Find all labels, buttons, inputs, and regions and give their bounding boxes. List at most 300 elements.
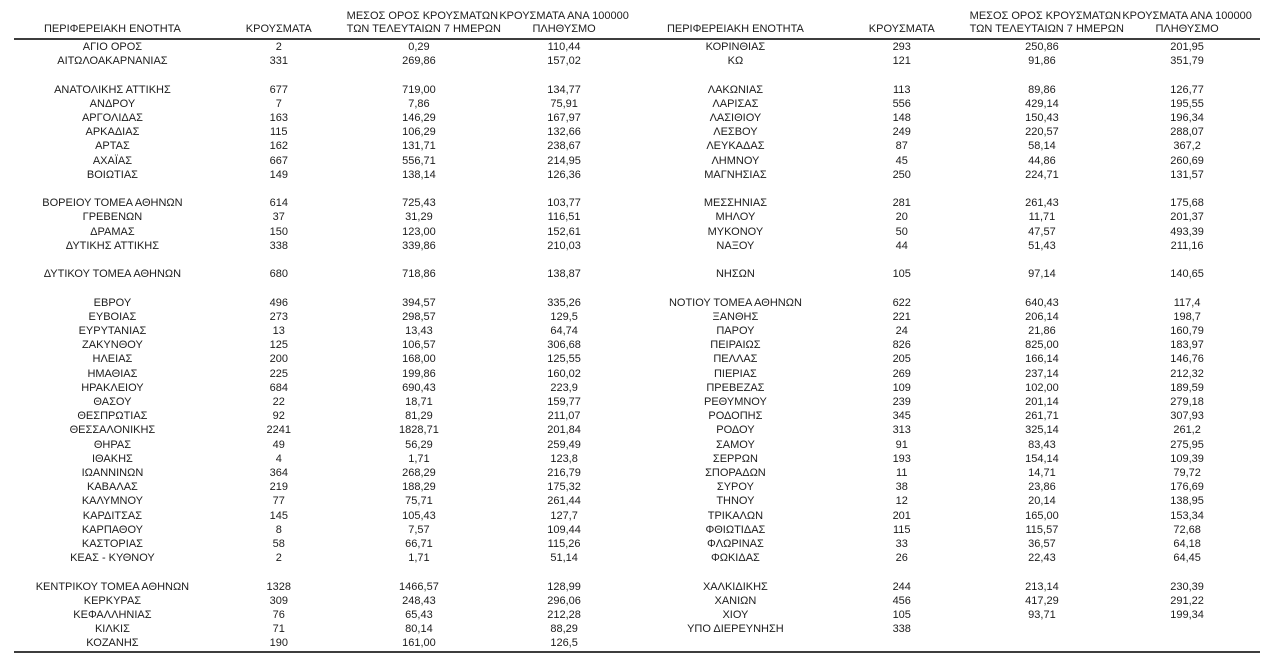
region-cell: ΜΑΓΝΗΣΙΑΣ [704, 168, 767, 181]
per100k-cell: 126,77 [1170, 83, 1204, 96]
col-header-region-right [637, 10, 834, 39]
avg7-cell: 11,71 [1028, 211, 1056, 224]
table-row [14, 608, 1260, 622]
per100k-cell: 196,34 [1170, 112, 1204, 124]
region-cell: ΠΡΕΒΕΖΑΣ [706, 381, 765, 394]
per100k-cell: 153,34 [1170, 509, 1204, 522]
region-cell: ΒΟΙΩΤΙΑΣ [86, 168, 138, 181]
table-row [14, 39, 1260, 54]
avg7-cell: 66,71 [405, 538, 433, 551]
cases-cell: 12 [895, 495, 908, 508]
region-cell: ΧΑΛΚΙΔΙΚΗΣ [702, 580, 768, 593]
avg7-cell: 23,86 [1028, 481, 1056, 494]
per100k-cell: 131,57 [1170, 168, 1204, 181]
per100k-cell: 88,29 [550, 623, 578, 636]
avg7-cell: 165,00 [1025, 509, 1059, 522]
cases-cell: 614 [269, 197, 288, 210]
region-cell: ΕΥΒΟΙΑΣ [88, 310, 137, 323]
avg7-cell: 224,71 [1025, 168, 1059, 181]
region-cell: ΚΕΡΚΥΡΑΣ [83, 594, 142, 607]
cases-cell: 826 [892, 339, 911, 352]
cases-cell: 269 [892, 367, 911, 380]
region-cell: ΘΕΣΣΑΛΟΝΙΚΗΣ [69, 424, 156, 437]
per100k-cell: 367,2 [1173, 140, 1201, 153]
col-header-avg7-line2: ΤΩΝ ΤΕΛΕΥΤΑΙΩΝ 7 ΗΜΕΡΩΝ [969, 23, 1124, 35]
avg7-cell: 718,86 [402, 268, 436, 281]
per100k-cell: 306,68 [547, 339, 581, 352]
per100k-cell: 116,51 [547, 211, 581, 224]
per100k-cell: 64,74 [550, 325, 578, 337]
per100k-cell: 127,7 [550, 509, 578, 522]
cases-cell: 148 [892, 112, 911, 124]
avg7-cell [970, 636, 1115, 651]
region-cell: ΑΙΤΩΛΟΑΚΑΡΝΑΝΙΑΣ [57, 55, 168, 68]
cases-cell: 1328 [266, 580, 291, 593]
per100k-cell: 126,5 [550, 637, 578, 650]
avg7-cell: 106,29 [402, 126, 436, 139]
region-cell: ΙΩΑΝΝΙΝΩΝ [81, 467, 144, 480]
per100k-cell [1114, 622, 1260, 636]
table-row [14, 509, 1260, 523]
cases-cell: 13 [272, 325, 285, 337]
avg7-cell: 269,86 [402, 55, 436, 68]
cases-cell: 556 [892, 97, 911, 110]
region-cell: ΖΑΚΥΝΘΟΥ [82, 339, 143, 352]
table-row [14, 324, 1260, 338]
cases-cell: 38 [895, 481, 908, 494]
avg7-cell: 261,43 [1025, 197, 1059, 210]
spacer-row [14, 253, 1260, 267]
cases-cell: 684 [269, 381, 288, 394]
per100k-cell: 214,95 [547, 154, 581, 167]
cases-cell: 249 [892, 126, 911, 139]
avg7-cell: 213,14 [1025, 580, 1059, 593]
per100k-cell: 64,18 [1173, 538, 1201, 551]
table-row [14, 537, 1260, 551]
spacer-row [14, 281, 1260, 295]
region-cell: ΑΡΓΟΛΙΔΑΣ [81, 112, 143, 124]
avg7-cell: 690,43 [402, 381, 436, 394]
avg7-cell: 298,57 [402, 310, 436, 323]
cases-cell: 345 [892, 410, 911, 423]
region-cell: ΚΑΛΥΜΝΟΥ [81, 495, 144, 508]
region-cell: ΘΑΣΟΥ [93, 396, 132, 409]
spacer-cell [14, 565, 1260, 579]
per100k-cell: 123,8 [550, 452, 578, 465]
avg7-cell: 394,57 [402, 296, 436, 309]
region-cell: ΣΥΡΟΥ [716, 481, 754, 494]
cases-cell: 92 [272, 410, 285, 423]
per100k-cell: 493,39 [1170, 225, 1204, 238]
region-cell: ΘΕΣΠΡΩΤΙΑΣ [77, 410, 148, 423]
avg7-cell: 201,14 [1025, 396, 1059, 409]
table-row [14, 409, 1260, 423]
per100k-cell: 335,26 [547, 296, 581, 309]
avg7-cell: 21,86 [1028, 325, 1056, 337]
cases-cell: 71 [272, 623, 285, 636]
avg7-cell: 93,71 [1028, 609, 1056, 622]
per100k-cell: 259,49 [547, 438, 581, 451]
cases-cell: 121 [892, 55, 911, 68]
avg7-cell: 429,14 [1025, 97, 1059, 110]
per100k-cell: 175,32 [547, 481, 581, 494]
cases-cell: 4 [275, 452, 282, 465]
table-row [14, 196, 1260, 210]
avg7-cell: 51,43 [1028, 239, 1056, 252]
region-cell: ΚΕΝΤΡΙΚΟΥ ΤΟΜΕΑ ΑΘΗΝΩΝ [35, 580, 190, 593]
per100k-cell: 183,97 [1170, 339, 1204, 352]
per100k-cell: 201,95 [1170, 41, 1204, 53]
per100k-cell: 126,36 [547, 168, 581, 181]
cases-cell: 250 [892, 168, 911, 181]
avg7-cell: 188,29 [402, 481, 436, 494]
avg7-cell: 14,71 [1028, 467, 1056, 480]
table-body [14, 39, 1260, 652]
per100k-cell: 51,14 [550, 552, 578, 565]
per100k-cell: 134,77 [547, 83, 581, 96]
region-cell: ΠΑΡΟΥ [716, 325, 755, 337]
region-cell: ΑΝΑΤΟΛΙΚΗΣ ΑΤΤΙΚΗΣ [54, 83, 171, 96]
per100k-cell: 72,68 [1173, 523, 1201, 536]
avg7-cell: 80,14 [405, 623, 433, 636]
per100k-cell: 201,84 [547, 424, 581, 437]
avg7-cell: 20,14 [1028, 495, 1056, 508]
per100k-cell: 199,34 [1170, 609, 1204, 622]
cases-cell: 667 [269, 154, 288, 167]
cases-cell: 113 [892, 83, 911, 96]
cases-cell: 364 [269, 467, 288, 480]
per100k-cell: 351,79 [1170, 55, 1204, 68]
cases-cell: 115 [892, 523, 911, 536]
cases-cell: 45 [895, 154, 908, 167]
avg7-cell [970, 622, 1115, 636]
table-row [14, 239, 1260, 253]
per100k-cell: 138,95 [1170, 495, 1204, 508]
per100k-cell: 223,9 [550, 381, 578, 394]
avg7-cell: 199,86 [402, 367, 436, 380]
region-cell: ΛΑΣΙΘΙΟΥ [709, 112, 762, 124]
cases-cell: 456 [892, 594, 911, 607]
region-cell: ΒΟΡΕΙΟΥ ΤΟΜΕΑ ΑΘΗΝΩΝ [42, 197, 183, 210]
table-row [14, 267, 1260, 281]
per100k-cell: 64,45 [1173, 552, 1201, 565]
per100k-cell: 146,76 [1170, 353, 1204, 366]
per100k-cell: 176,69 [1170, 481, 1204, 494]
cases-cell: 162 [269, 140, 288, 153]
table-row [14, 225, 1260, 239]
avg7-cell: 1466,57 [399, 580, 439, 593]
per100k-cell: 138,87 [547, 268, 581, 281]
per100k-cell: 210,03 [547, 239, 581, 252]
per100k-cell: 160,79 [1170, 325, 1204, 337]
per100k-cell: 175,68 [1170, 197, 1204, 210]
region-cell: ΑΧΑΪΑΣ [92, 154, 133, 167]
cases-cell: 105 [892, 268, 911, 281]
avg7-cell: 725,43 [402, 197, 436, 210]
region-cell: ΞΑΝΘΗΣ [712, 310, 759, 323]
region-cell: ΗΛΕΙΑΣ [92, 353, 133, 366]
region-cell: ΧΙΟΥ [722, 609, 749, 622]
cases-cell: 22 [272, 396, 285, 409]
avg7-cell: 18,71 [405, 396, 433, 409]
region-cell: ΚΟΖΑΝΗΣ [86, 637, 139, 650]
cases-cell: 221 [892, 310, 911, 323]
region-cell: ΔΥΤΙΚΟΥ ΤΟΜΕΑ ΑΘΗΝΩΝ [43, 268, 182, 281]
cases-cell: 109 [892, 381, 911, 394]
cases-cell: 200 [269, 353, 288, 366]
spacer-row [14, 68, 1260, 82]
avg7-cell: 105,43 [402, 509, 436, 522]
region-cell: ΚΩ [727, 55, 744, 68]
cases-cell: 219 [269, 481, 288, 494]
cases-cell: 338 [269, 239, 288, 252]
per100k-cell: 195,55 [1170, 97, 1204, 110]
region-cell: ΚΕΑΣ - ΚΥΘΝΟΥ [70, 552, 155, 565]
avg7-cell: 75,71 [405, 495, 433, 508]
table-row [14, 210, 1260, 224]
region-cell: ΦΩΚΙΔΑΣ [710, 552, 760, 565]
table-row [14, 310, 1260, 324]
table-row [14, 54, 1260, 68]
avg7-cell: 47,57 [1028, 225, 1056, 238]
region-cell: ΜΕΣΣΗΝΙΑΣ [703, 197, 767, 210]
cases-cell: 2 [275, 41, 282, 53]
cases-cell: 125 [269, 339, 288, 352]
per100k-cell: 198,7 [1173, 310, 1201, 323]
avg7-cell: 825,00 [1025, 339, 1059, 352]
avg7-cell: 22,43 [1028, 552, 1056, 565]
per100k-cell: 167,97 [547, 112, 581, 124]
avg7-cell: 106,57 [402, 339, 436, 352]
table-row [14, 381, 1260, 395]
cases-cell: 205 [892, 353, 911, 366]
avg7-cell: 1,71 [408, 552, 430, 565]
table-row [14, 83, 1260, 97]
per100k-cell: 79,72 [1173, 467, 1201, 480]
per100k-cell: 216,79 [547, 467, 581, 480]
region-cell: ΛΗΜΝΟΥ [711, 154, 760, 167]
avg7-cell: 1,71 [408, 452, 430, 465]
per100k-cell: 109,39 [1170, 452, 1204, 465]
col-header-avg7-line2: ΤΩΝ ΤΕΛΕΥΤΑΙΩΝ 7 ΗΜΕΡΩΝ [346, 23, 501, 35]
table-row [14, 636, 1260, 651]
region-cell: ΚΑΡΔΙΤΣΑΣ [82, 509, 143, 522]
region-cell: ΝΑΞΟΥ [716, 239, 755, 252]
region-cell: ΜΗΛΟΥ [715, 211, 756, 224]
avg7-cell: 83,43 [1028, 438, 1056, 451]
region-cell: ΥΠΟ ΔΙΕΡΕΥΝΗΣΗ [687, 623, 784, 636]
table-row [14, 423, 1260, 437]
col-header-avg7-line1: ΜΕΣΟΣ ΟΡΟΣ ΚΡΟΥΣΜΑΤΩΝ [969, 10, 1122, 22]
avg7-cell: 102,00 [1025, 381, 1059, 394]
per100k-cell: 125,55 [547, 353, 581, 366]
per100k-cell: 75,91 [550, 97, 578, 110]
region-cell: ΠΕΙΡΑΙΩΣ [710, 339, 761, 352]
cases-cell: 50 [895, 225, 908, 238]
table-row [14, 139, 1260, 153]
avg7-cell: 719,00 [402, 83, 436, 96]
table-row [14, 154, 1260, 168]
region-cell: ΚΕΦΑΛΛΗΝΙΑΣ [73, 609, 152, 622]
col-header-avg7-left [346, 10, 501, 39]
avg7-cell: 91,86 [1028, 55, 1056, 68]
avg7-cell: 44,86 [1028, 154, 1056, 167]
region-cell: ΠΕΛΛΑΣ [713, 353, 758, 366]
avg7-cell: 131,71 [402, 140, 436, 153]
region-cell: ΚΑΣΤΟΡΙΑΣ [81, 538, 143, 551]
per100k-cell: 307,93 [1170, 410, 1204, 423]
region-cell: ΣΕΡΡΩΝ [712, 452, 758, 465]
col-header-region-label: ΠΕΡΙΦΕΡΕΙΑΚΗ ΕΝΟΤΗΤΑ [666, 23, 804, 35]
avg7-cell: 261,71 [1025, 410, 1059, 423]
cases-cell: 193 [892, 452, 911, 465]
cases-cell: 293 [892, 41, 911, 53]
avg7-cell: 7,57 [408, 523, 430, 536]
per100k-cell: 296,06 [547, 594, 581, 607]
per100k-cell: 212,32 [1170, 367, 1204, 380]
cases-cell: 49 [272, 438, 285, 451]
per100k-cell: 109,44 [547, 523, 581, 536]
region-cell: ΦΛΩΡΙΝΑΣ [707, 538, 764, 551]
table-row [14, 125, 1260, 139]
region-cell: ΙΘΑΚΗΣ [92, 452, 133, 465]
cases-cell: 244 [892, 580, 911, 593]
region-cell: ΑΓΙΟ ΟΡΟΣ [82, 41, 143, 53]
avg7-cell: 640,43 [1025, 296, 1059, 309]
avg7-cell: 97,14 [1028, 268, 1056, 281]
region-cell: ΛΕΥΚΑΔΑΣ [706, 140, 765, 153]
region-cell: ΡΟΔΟΠΗΣ [708, 410, 763, 423]
spacer-cell [14, 68, 1260, 82]
cases-table [14, 10, 1260, 653]
table-row [14, 594, 1260, 608]
table-row [14, 551, 1260, 565]
table-row [14, 296, 1260, 310]
cases-cell: 8 [275, 523, 282, 536]
per100k-cell: 211,07 [547, 410, 581, 423]
region-cell: ΛΑΡΙΣΑΣ [712, 97, 759, 110]
avg7-cell: 325,14 [1025, 424, 1059, 437]
region-cell: ΘΗΡΑΣ [93, 438, 132, 451]
region-cell: ΔΥΤΙΚΗΣ ΑΤΤΙΚΗΣ [65, 239, 160, 252]
cases-cell: 2 [275, 552, 282, 565]
cases-cell: 145 [269, 509, 288, 522]
avg7-cell: 89,86 [1028, 83, 1056, 96]
per100k-cell [1114, 636, 1260, 651]
cases-cell: 91 [895, 438, 908, 451]
cases-cell: 313 [892, 424, 911, 437]
avg7-cell: 81,29 [405, 410, 433, 423]
cases-cell: 309 [269, 594, 288, 607]
cases-cell: 201 [892, 509, 911, 522]
avg7-cell: 0,29 [408, 41, 430, 53]
cases-cell: 77 [272, 495, 285, 508]
per100k-cell: 189,59 [1170, 381, 1204, 394]
spacer-cell [14, 281, 1260, 295]
col-header-region-left [14, 10, 211, 39]
table-row [14, 452, 1260, 466]
per100k-cell: 129,5 [550, 310, 578, 323]
cases-cell: 331 [269, 55, 288, 68]
region-cell: ΦΘΙΩΤΙΔΑΣ [705, 523, 766, 536]
cases-cell: 273 [269, 310, 288, 323]
table-row [14, 580, 1260, 594]
col-header-cases-label: ΚΡΟΥΣΜΑΤΑ [868, 23, 935, 35]
per100k-cell: 238,67 [547, 140, 581, 153]
avg7-cell: 166,14 [1025, 353, 1059, 366]
per100k-cell: 291,22 [1170, 594, 1204, 607]
avg7-cell: 115,57 [1025, 523, 1059, 536]
region-cell: ΜΥΚΟΝΟΥ [707, 225, 764, 238]
per100k-cell: 160,02 [547, 367, 581, 380]
region-cell: ΡΟΔΟΥ [716, 424, 755, 437]
avg7-cell: 220,57 [1025, 126, 1059, 139]
region-cell: ΓΡΕΒΕΝΩΝ [82, 211, 143, 224]
avg7-cell: 1828,71 [399, 424, 439, 437]
per100k-cell: 230,39 [1170, 580, 1204, 593]
cases-cell: 496 [269, 296, 288, 309]
avg7-cell: 556,71 [402, 154, 436, 167]
cases-cell: 338 [892, 623, 911, 636]
cases-cell: 33 [895, 538, 908, 551]
region-cell: ΔΡΑΜΑΣ [90, 225, 135, 238]
cases-cell: 281 [892, 197, 911, 210]
spacer-row [14, 565, 1260, 579]
cases-cell: 76 [272, 609, 285, 622]
avg7-cell: 250,86 [1025, 41, 1059, 53]
avg7-cell: 237,14 [1025, 367, 1059, 380]
cases-cell: 190 [269, 637, 288, 650]
spacer-row [14, 182, 1260, 196]
avg7-cell: 31,29 [405, 211, 433, 224]
avg7-cell: 161,00 [402, 637, 436, 650]
region-cell: ΑΡΤΑΣ [95, 140, 130, 153]
avg7-cell: 146,29 [402, 112, 436, 124]
cases-cell: 2241 [266, 424, 291, 437]
region-cell: ΛΕΣΒΟΥ [713, 126, 758, 139]
region-cell: ΣΠΟΡΑΔΩΝ [705, 467, 766, 480]
avg7-cell: 56,29 [405, 438, 433, 451]
per100k-cell: 157,02 [547, 55, 581, 68]
avg7-cell: 58,14 [1028, 140, 1056, 153]
per100k-cell: 279,18 [1170, 396, 1204, 409]
table-row [14, 523, 1260, 537]
col-header-cases-right [834, 10, 970, 39]
region-cell: ΝΗΣΩΝ [715, 268, 755, 281]
avg7-cell: 248,43 [402, 594, 436, 607]
cases-cell: 150 [269, 225, 288, 238]
table-row [14, 338, 1260, 352]
cases-cell: 115 [269, 126, 288, 139]
avg7-cell: 339,86 [402, 239, 436, 252]
region-cell: ΤΡΙΚΑΛΩΝ [707, 509, 764, 522]
region-cell: ΑΡΚΑΔΙΑΣ [85, 126, 140, 139]
avg7-cell: 13,43 [405, 325, 433, 337]
cases-cell: 680 [269, 268, 288, 281]
cases-cell: 37 [272, 211, 285, 224]
per100k-cell: 140,65 [1170, 268, 1204, 281]
col-header-per100k-line1: ΚΡΟΥΣΜΑΤΑ ΑΝΑ 100000 [1122, 10, 1252, 22]
region-cell: ΚΙΛΚΙΣ [94, 623, 130, 636]
region-cell: ΧΑΝΙΩΝ [714, 594, 757, 607]
avg7-cell: 154,14 [1025, 452, 1059, 465]
cases-cell [834, 636, 970, 651]
per100k-cell: 288,07 [1170, 126, 1204, 139]
avg7-cell: 138,14 [402, 168, 436, 181]
col-header-avg7-line1: ΜΕΣΟΣ ΟΡΟΣ ΚΡΟΥΣΜΑΤΩΝ [346, 10, 499, 22]
region-cell: ΚΑΒΑΛΑΣ [87, 481, 138, 494]
table-row [14, 480, 1260, 494]
